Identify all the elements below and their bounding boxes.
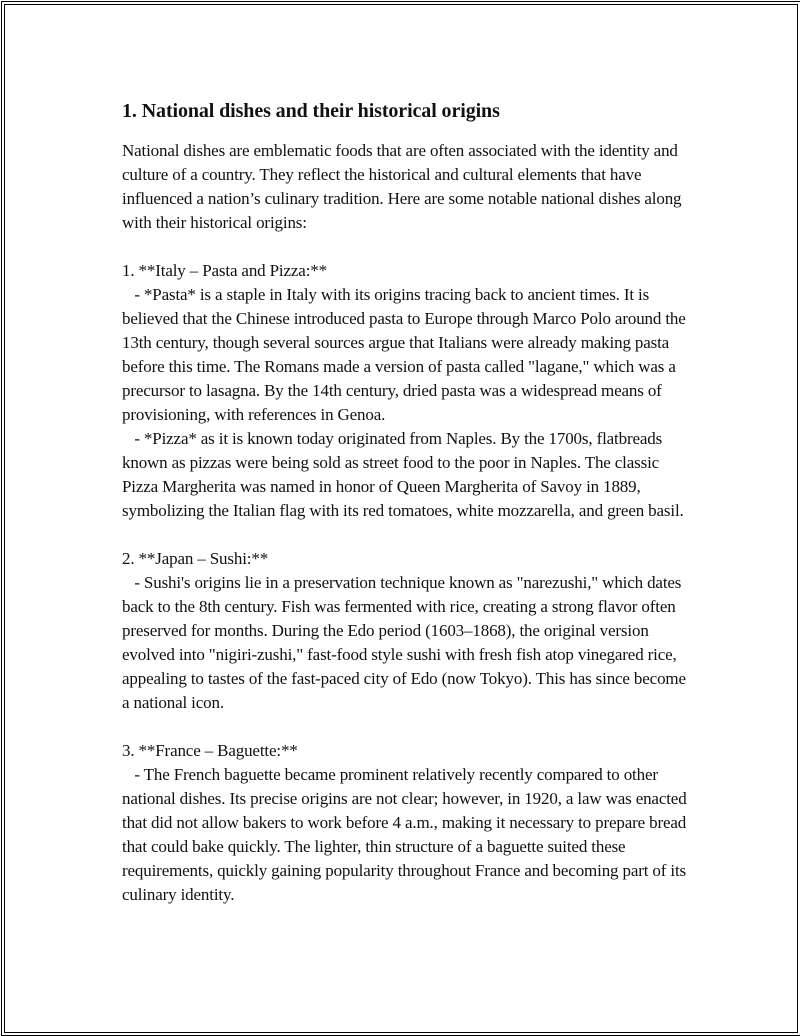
section-heading: 1. National dishes and their historical origins: [122, 100, 500, 122]
spacer: [122, 235, 697, 259]
dish-detail-pizza: - *Pizza* as it is known today originated from Naples. By the 1700s, flatbreads known as pizzas were being sold as street food to the poor in Naples. The classic Pizza Margherita was named in honor of Queen Margherita of Savoy in 1889, symbolizing the Italian flag with its red tomatoes, white mozzarella, and green basil.: [122, 429, 684, 520]
document-body: [122, 99, 697, 907]
dish-title-italy: 1. **Italy – Pasta and Pizza:**: [122, 261, 327, 280]
intro-paragraph: National dishes are emblematic foods that are often associated with the identity and culture of a country. They reflect the historical and cultural elements that have influenced a nation’s culinary tradition. Here are some notable national dishes along with their historical origins:: [122, 141, 686, 232]
dish-detail-pasta: - *Pasta* is a staple in Italy with its origins tracing back to ancient times. It is believed that the Chinese introduced pasta to Europe through Marco Polo around the 13th century, though several sources argue that Italians were already making pasta before this time. The Romans made a version of pasta called "lagane," which was a precursor to lasagna. By the 14th century, dried pasta was a widespread means of provisioning, with references in Genoa.: [122, 285, 690, 424]
page-frame: [1, 1, 800, 1036]
dish-detail-baguette: - The French baguette became prominent relatively recently compared to other national dishes. Its precise origins are not clear; however, in 1920, a law was enacted that did not allow bakers to work before 4 a.m., making it necessary to prepare bread that could bake quickly. The lighter, thin structure of a baguette suited these requirements, quickly gaining popularity throughout France and becoming part of its culinary identity.: [122, 765, 691, 904]
dish-title-japan: 2. **Japan – Sushi:**: [122, 549, 269, 568]
spacer: [122, 523, 697, 547]
spacer: [122, 715, 697, 739]
dish-detail-sushi: - Sushi's origins lie in a preservation technique known as "narezushi," which dates back to the 8th century. Fish was fermented with rice, creating a strong flavor often preserved for months. During the Edo period (1603–1868), the original version evolved into "nigiri-zushi," fast-food style sushi with fresh fish atop vinegared rice, appealing to tastes of the fast-paced city of Edo (now Tokyo). This has since become a national icon.: [122, 573, 690, 712]
dish-title-france: 3. **France – Baguette:**: [122, 741, 298, 760]
